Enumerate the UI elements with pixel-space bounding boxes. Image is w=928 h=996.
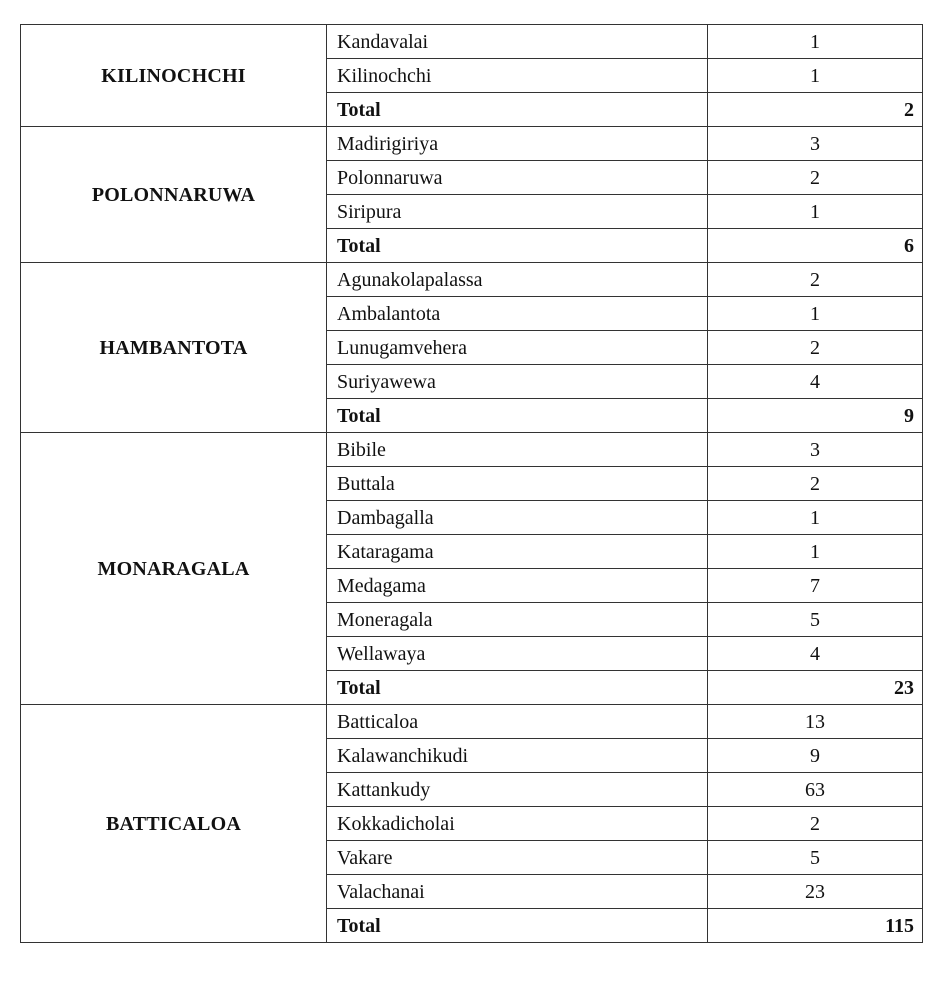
area-count: 4 xyxy=(708,637,923,671)
total-value: 2 xyxy=(708,93,923,127)
area-count: 3 xyxy=(708,433,923,467)
total-label: Total xyxy=(327,909,708,943)
area-name: Siripura xyxy=(327,195,708,229)
area-count: 2 xyxy=(708,807,923,841)
area-name: Kalawanchikudi xyxy=(327,739,708,773)
area-count: 4 xyxy=(708,365,923,399)
area-name: Agunakolapalassa xyxy=(327,263,708,297)
district-table xyxy=(20,24,923,943)
table-row xyxy=(21,263,923,297)
area-name: Valachanai xyxy=(327,875,708,909)
area-name: Kataragama xyxy=(327,535,708,569)
total-value: 23 xyxy=(708,671,923,705)
area-count: 1 xyxy=(708,195,923,229)
area-name: Wellawaya xyxy=(327,637,708,671)
total-value: 6 xyxy=(708,229,923,263)
area-name: Medagama xyxy=(327,569,708,603)
area-name: Ambalantota xyxy=(327,297,708,331)
district-name: BATTICALOA xyxy=(21,705,327,943)
area-name: Vakare xyxy=(327,841,708,875)
area-count: 13 xyxy=(708,705,923,739)
area-count: 2 xyxy=(708,263,923,297)
area-name: Lunugamvehera xyxy=(327,331,708,365)
area-count: 5 xyxy=(708,603,923,637)
district-table-body xyxy=(21,25,923,943)
total-value: 115 xyxy=(708,909,923,943)
area-name: Bibile xyxy=(327,433,708,467)
area-count: 63 xyxy=(708,773,923,807)
area-count: 1 xyxy=(708,25,923,59)
table-row xyxy=(21,705,923,739)
area-name: Madirigiriya xyxy=(327,127,708,161)
area-count: 1 xyxy=(708,297,923,331)
area-name: Kilinochchi xyxy=(327,59,708,93)
area-count: 9 xyxy=(708,739,923,773)
total-label: Total xyxy=(327,671,708,705)
area-name: Suriyawewa xyxy=(327,365,708,399)
area-name: Polonnaruwa xyxy=(327,161,708,195)
area-count: 2 xyxy=(708,467,923,501)
area-count: 23 xyxy=(708,875,923,909)
total-label: Total xyxy=(327,399,708,433)
area-count: 3 xyxy=(708,127,923,161)
area-name: Batticaloa xyxy=(327,705,708,739)
district-name: HAMBANTOTA xyxy=(21,263,327,433)
area-count: 1 xyxy=(708,501,923,535)
district-name: KILINOCHCHI xyxy=(21,25,327,127)
district-name: MONARAGALA xyxy=(21,433,327,705)
area-count: 5 xyxy=(708,841,923,875)
area-name: Buttala xyxy=(327,467,708,501)
area-count: 2 xyxy=(708,161,923,195)
total-label: Total xyxy=(327,93,708,127)
area-count: 2 xyxy=(708,331,923,365)
area-name: Kattankudy xyxy=(327,773,708,807)
table-row xyxy=(21,127,923,161)
table-row xyxy=(21,433,923,467)
area-name: Kandavalai xyxy=(327,25,708,59)
area-count: 1 xyxy=(708,535,923,569)
area-name: Dambagalla xyxy=(327,501,708,535)
table-row xyxy=(21,25,923,59)
area-name: Kokkadicholai xyxy=(327,807,708,841)
total-label: Total xyxy=(327,229,708,263)
district-name: POLONNARUWA xyxy=(21,127,327,263)
total-value: 9 xyxy=(708,399,923,433)
area-count: 7 xyxy=(708,569,923,603)
area-name: Moneragala xyxy=(327,603,708,637)
area-count: 1 xyxy=(708,59,923,93)
